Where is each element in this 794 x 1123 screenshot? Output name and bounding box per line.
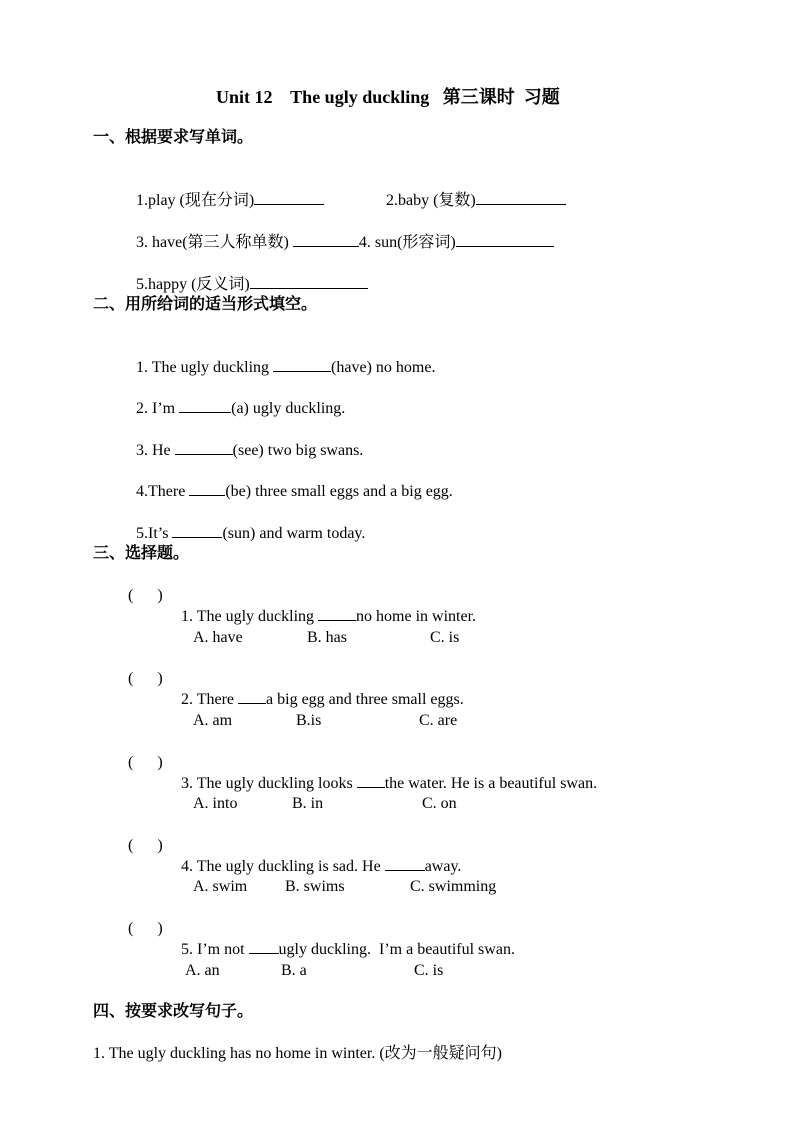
question-text: ugly duckling. I’m a beautiful swan. bbox=[278, 941, 515, 958]
question-text: 3. The ugly duckling looks bbox=[181, 775, 357, 792]
answer-blank[interactable] bbox=[456, 232, 554, 247]
part3-question-1 bbox=[173, 586, 476, 627]
question-text: 5. I’m not bbox=[181, 941, 249, 958]
question-text: away. bbox=[424, 858, 462, 875]
part4-question-1: 1. The ugly duckling has no home in winter. (改为一般疑问句) bbox=[93, 1045, 502, 1062]
section-1-heading: 一、根据要求写单词。 bbox=[93, 129, 254, 146]
question-text: a big egg and three small eggs. bbox=[266, 691, 464, 708]
question-text: 1. The ugly duckling bbox=[181, 608, 319, 625]
question-text: 5.It’s bbox=[136, 525, 173, 542]
option-a[interactable]: A. am bbox=[193, 712, 233, 729]
question-text: 1. The ugly duckling bbox=[136, 359, 274, 376]
answer-blank bbox=[249, 939, 279, 954]
option-c[interactable]: C. is bbox=[430, 629, 460, 646]
question-text: (have) no home. bbox=[331, 359, 436, 376]
section-3-heading: 三、选择题。 bbox=[93, 545, 190, 562]
part3-question-2 bbox=[173, 669, 464, 710]
answer-blank[interactable] bbox=[273, 357, 331, 372]
option-c[interactable]: C. is bbox=[414, 962, 444, 979]
option-c[interactable]: C. on bbox=[422, 795, 457, 812]
question-text: (sun) and warm today. bbox=[222, 525, 366, 542]
answer-blank[interactable] bbox=[175, 440, 233, 455]
option-b[interactable]: B. a bbox=[281, 962, 307, 979]
answer-blank[interactable] bbox=[293, 232, 359, 247]
question-text: (see) two big swans. bbox=[232, 442, 364, 459]
question-text: 4.There bbox=[136, 483, 190, 500]
part1-question-3 bbox=[128, 212, 554, 253]
part3-question-4 bbox=[173, 836, 461, 877]
option-a[interactable]: A. an bbox=[185, 962, 220, 979]
question-text: the water. He is a beautiful swan. bbox=[384, 775, 598, 792]
answer-parentheses[interactable]: ( ) bbox=[128, 837, 163, 854]
answer-parentheses[interactable]: ( ) bbox=[128, 587, 163, 604]
question-text: 1.play (现在分词) bbox=[136, 192, 255, 209]
part2-question-3 bbox=[128, 420, 363, 461]
part2-question-1 bbox=[128, 337, 435, 378]
question-text: 5.happy (反义词) bbox=[136, 276, 250, 293]
section-2-heading: 二、用所给词的适当形式填空。 bbox=[93, 296, 318, 313]
answer-blank bbox=[385, 856, 425, 871]
part1-question-1 bbox=[128, 170, 324, 211]
question-text: (a) ugly duckling. bbox=[231, 400, 346, 417]
answer-parentheses[interactable]: ( ) bbox=[128, 754, 163, 771]
option-c[interactable]: C. swimming bbox=[410, 878, 497, 895]
page-title: Unit 12 The ugly duckling 第三课时 习题 bbox=[216, 87, 560, 107]
answer-blank[interactable] bbox=[250, 274, 368, 289]
question-text: 4. The ugly duckling is sad. He bbox=[181, 858, 385, 875]
question-text: 2. I’m bbox=[136, 400, 180, 417]
part2-question-2 bbox=[128, 378, 345, 419]
option-a[interactable]: A. swim bbox=[193, 878, 248, 895]
answer-parentheses[interactable]: ( ) bbox=[128, 670, 163, 687]
part1-question-5 bbox=[128, 254, 368, 295]
question-text: 2. There bbox=[181, 691, 239, 708]
question-text: 2.baby (复数) bbox=[386, 192, 476, 209]
answer-blank[interactable] bbox=[179, 398, 231, 413]
section-4-heading: 四、按要求改写句子。 bbox=[93, 1003, 254, 1020]
option-b[interactable]: B.is bbox=[296, 712, 322, 729]
option-a[interactable]: A. have bbox=[193, 629, 243, 646]
part2-question-5 bbox=[128, 503, 365, 544]
question-text: no home in winter. bbox=[356, 608, 477, 625]
answer-blank bbox=[238, 689, 266, 704]
answer-blank bbox=[357, 773, 385, 788]
question-text: 3. He bbox=[136, 442, 175, 459]
answer-blank[interactable] bbox=[172, 523, 222, 538]
option-a[interactable]: A. into bbox=[193, 795, 238, 812]
part2-question-4 bbox=[128, 461, 453, 502]
answer-blank[interactable] bbox=[254, 190, 324, 205]
option-c[interactable]: C. are bbox=[419, 712, 458, 729]
answer-blank[interactable] bbox=[476, 190, 566, 205]
part3-question-3 bbox=[173, 753, 597, 794]
answer-blank[interactable] bbox=[189, 481, 225, 496]
question-text: 4. sun(形容词) bbox=[358, 234, 456, 251]
answer-blank bbox=[318, 606, 356, 621]
part1-question-2 bbox=[378, 170, 566, 211]
option-b[interactable]: B. in bbox=[292, 795, 324, 812]
part3-question-5 bbox=[173, 919, 515, 960]
question-text: (be) three small eggs and a big egg. bbox=[225, 483, 453, 500]
option-b[interactable]: B. swims bbox=[285, 878, 345, 895]
answer-parentheses[interactable]: ( ) bbox=[128, 920, 163, 937]
question-text: 3. have(第三人称单数) bbox=[136, 234, 293, 251]
option-b[interactable]: B. has bbox=[307, 629, 347, 646]
